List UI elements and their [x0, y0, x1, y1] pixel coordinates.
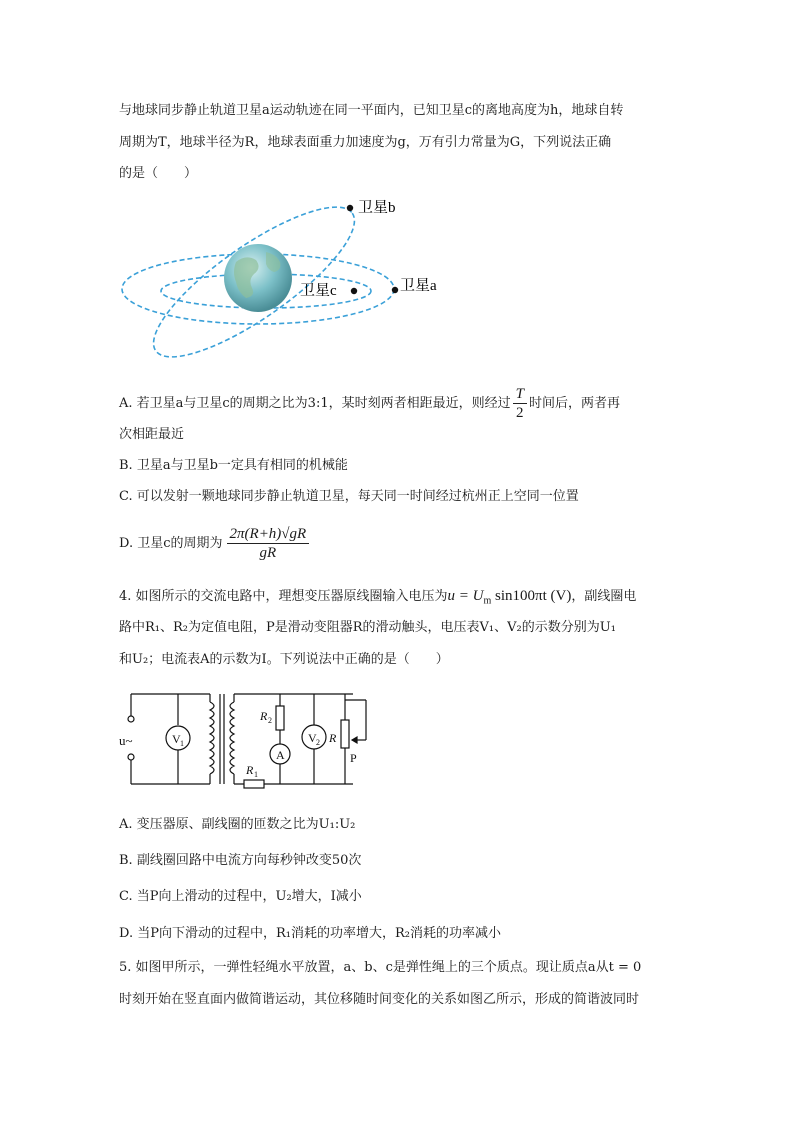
- source-label: u~: [119, 733, 133, 748]
- q3-option-b: B. 卫星a与卫星b一定具有相同的机械能: [119, 458, 348, 473]
- q3-option-a: [119, 384, 620, 424]
- q3-option-a-part2: 时间后，两者再: [528, 396, 620, 411]
- svg-text:A: A: [276, 748, 285, 762]
- q5-stem-line-2: 时刻开始在竖直面内做简谐运动，其位移随时间变化的关系如图乙所示，形成的简谐波同时: [119, 992, 640, 1007]
- q4-option-b: B. 副线圈回路中电流方向每秒钟改变50次: [119, 853, 362, 868]
- q3-stem-line-1: 与地球同步静止轨道卫星a运动轨迹在同一平面内，已知卫星c的离地高度为h，地球自转: [119, 103, 624, 118]
- svg-text:2: 2: [316, 738, 320, 747]
- q3-option-a-line-2: 次相距最近: [119, 427, 185, 442]
- resistor-r1: [244, 780, 264, 788]
- svg-text:V: V: [172, 732, 181, 746]
- q4-option-c: C. 当P向上滑动的过程中，U₂增大，I减小: [119, 889, 362, 904]
- satellite-a-label: 卫星a: [400, 278, 437, 294]
- q4-option-d: D. 当P向下滑动的过程中，R₁消耗的功率增大，R₂消耗的功率减小: [119, 926, 501, 941]
- q3-option-a-part1: A. 若卫星a与卫星c的周期之比为3:1，某时刻两者相距最近，则经过: [119, 396, 511, 411]
- svg-text:R: R: [246, 763, 254, 777]
- q3-option-d-text: D. 卫星c的周期为: [119, 536, 223, 551]
- q3-option-d-fraction: $\frac{2\pi(R+h)√gR}{gR}$: [227, 525, 310, 562]
- q3-option-d: [119, 524, 311, 564]
- rheostat-r: [341, 720, 349, 748]
- svg-text:V: V: [308, 731, 317, 745]
- svg-text:R: R: [260, 709, 268, 723]
- orbit-figure: [118, 192, 458, 372]
- satellite-b-label: 卫星b: [358, 200, 396, 216]
- q3-option-c: C. 可以发射一颗地球同步静止轨道卫星，每天同一时间经过杭州正上空同一位置: [119, 489, 579, 504]
- q4-stem-line-1: 4. 如图所示的交流电路中，理想变压器原线圈输入电压为$u = U_m$ sin100πt (V)，副线圈电: [119, 588, 637, 607]
- q3-stem-line-3: 的是（ ）: [119, 166, 198, 181]
- q3-option-a-fraction: $\frac{T}{2}$: [513, 385, 527, 422]
- circuit-figure: [118, 684, 378, 794]
- q3-stem-line-2: 周期为T，地球半径为R，地球表面重力加速度为g，万有引力常量为G，下列说法正确: [119, 135, 612, 150]
- q4-stem-line-2: 路中R₁、R₂为定值电阻，P是滑动变阻器R的滑动触头，电压表V₁、V₂的示数分别为U₁: [119, 620, 616, 635]
- satellite-a-dot: [392, 287, 398, 293]
- slider-p-label: P: [350, 751, 357, 765]
- satellite-b-dot: [347, 205, 353, 211]
- svg-text:1: 1: [254, 770, 258, 779]
- svg-text:R: R: [329, 731, 337, 745]
- q5-stem-line-1: 5. 如图甲所示，一弹性轻绳水平放置，a、b、c是弹性绳上的三个质点。现让质点a从t = 0: [119, 960, 642, 975]
- resistor-r2: [276, 706, 284, 730]
- satellite-c-label: 卫星c: [300, 283, 337, 299]
- svg-text:2: 2: [268, 716, 272, 725]
- earth-icon: [224, 244, 292, 312]
- q4-stem-line-3: 和U₂；电流表A的示数为I。下列说法中正确的是（ ）: [119, 652, 449, 667]
- satellite-c-dot: [351, 288, 357, 294]
- svg-text:1: 1: [180, 739, 184, 748]
- q4-option-a: A. 变压器原、副线圈的匝数之比为U₁:U₂: [119, 817, 356, 832]
